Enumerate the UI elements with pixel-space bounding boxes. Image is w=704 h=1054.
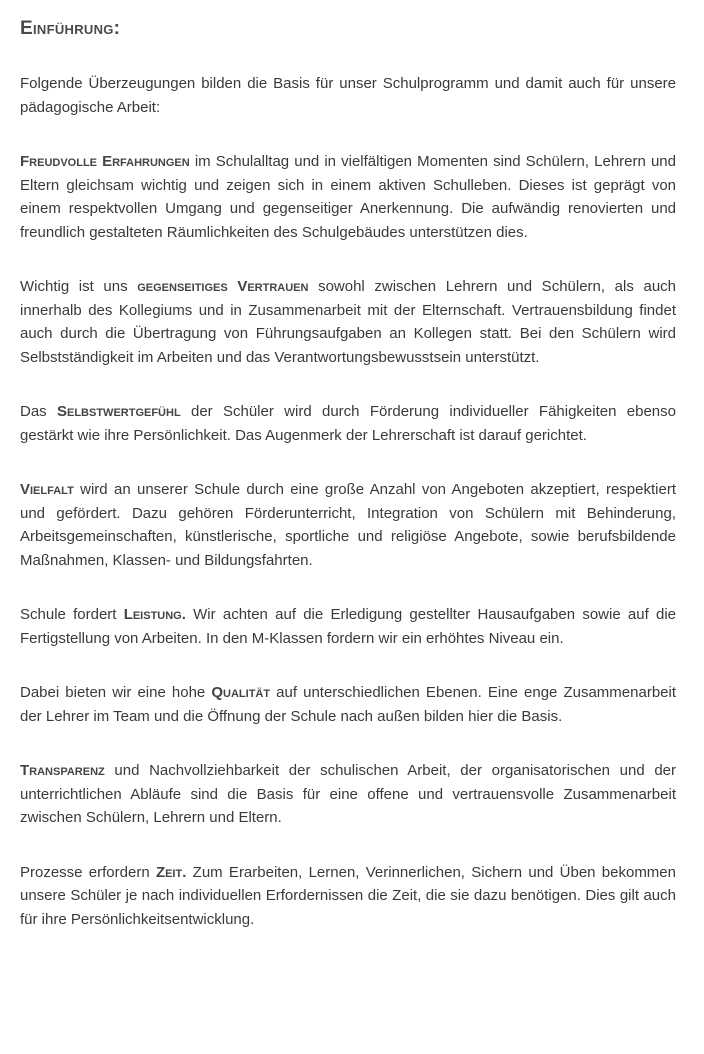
paragraph-leistung: [20, 603, 676, 650]
paragraph-keyword: Zeit.: [155, 863, 187, 881]
paragraph-keyword: Freudvolle Erfahrungen: [20, 153, 190, 170]
paragraph-text: im Schulalltag und in vielfältigen Momenten sind Schülern, Lehrern und Eltern gleichsam wichtig und zeigen sich in einem aktiven Schulleben. Dieses ist geprägt von einem respektvollen Umgang und gegenseitiger Anerkennung. Die aufwändig renovierten und freundlich gestalteten Räumlichkeiten des Schulgebäudes unterstützen dies.: [20, 153, 676, 241]
paragraph-keyword: Vielfalt: [20, 481, 74, 498]
paragraph-text: Wir achten auf die Erledigung gestellter Hausaufgaben sowie auf die Fertigstellung von Arbeiten. In den M-Klassen fordern wir ein erhöhtes Niveau ein.: [20, 606, 676, 647]
intro-paragraph: [20, 72, 676, 119]
paragraph-vielfalt: [20, 478, 676, 572]
paragraph-transparenz: [20, 759, 676, 830]
paragraph-vertrauen: [20, 275, 676, 369]
paragraph-text: Wichtig ist uns: [20, 278, 138, 295]
paragraph-keyword: Transparenz: [20, 762, 105, 779]
paragraph-text: der Schüler wird durch Förderung individueller Fähigkeiten ebenso gestärkt wie ihre Persönlichkeit. Das Augenmerk der Lehrerschaft ist darauf gerichtet.: [20, 403, 676, 444]
paragraph-text: sowohl zwischen Lehrern und Schülern, als auch innerhalb des Kollegiums und in Zusammenarbeit mit der Elternschaft. Vertrauensbildung findet auch durch die Übertragung von Führungsaufgaben an Kollegen statt. Bei den Schülern wird Selbstständigkeit im Arbeiten und das Verantwortungsbewusstsein unterstützt.: [20, 278, 677, 366]
document: [20, 18, 676, 962]
paragraph-text: Zum Erarbeiten, Lernen, Verinnerlichen, Sichern und Üben bekommen unsere Schüler je nach individuellen Erfordernissen die Zeit, die sie dazu benötigen. Dies gilt auch für ihre Persönlichkeitsentwicklung.: [20, 863, 676, 928]
paragraph-text: und Nachvollziehbarkeit der schulischen Arbeit, der organisatorischen und der unterrichtlichen Abläufe sind die Basis für eine offene und vertrauensvolle Zusammenarbeit zwischen Schülern, Lehrern und Eltern.: [20, 762, 676, 826]
paragraph-zeit: [20, 861, 676, 932]
paragraph-text: Das: [20, 403, 57, 420]
paragraph-text: auf unterschiedlichen Ebenen. Eine enge Zusammenarbeit der Lehrer im Team und die Öffnung der Schule nach außen bilden hier die Basis.: [20, 684, 676, 725]
paragraph-keyword: Selbstwertgefühl: [57, 403, 181, 420]
paragraph-text: Schule fordert: [20, 606, 124, 623]
paragraph-text: Prozesse erfordern: [20, 863, 156, 881]
paragraph-selbstwertgefuehl: [20, 400, 676, 447]
paragraph-text: wird an unserer Schule durch eine große Anzahl von Angeboten akzeptiert, respektiert und gefördert. Dazu gehören Förderunterricht, Integration von Schülern mit Behinderung, Arbeitsgemeinschaften, künstlerische, sportliche und religiöse Angebote, sowie berufsbildende Maßnahmen, Klassen- und Bildungsfahrten.: [20, 481, 676, 569]
paragraph-text: Folgende Überzeugungen bilden die Basis für unser Schulprogramm und damit auch für unsere pädagogische Arbeit:: [20, 75, 676, 116]
section-heading: Einführung:: [20, 18, 121, 39]
paragraph-keyword: gegenseitiges Vertrauen: [137, 278, 309, 295]
paragraph-keyword: Qualität: [211, 684, 271, 701]
paragraph-qualitaet: [20, 681, 676, 728]
paragraph-text: Dabei bieten wir eine hohe: [20, 684, 212, 701]
paragraph-freudvolle-erfahrungen: [20, 150, 676, 244]
paragraph-keyword: Leistung.: [123, 606, 186, 623]
